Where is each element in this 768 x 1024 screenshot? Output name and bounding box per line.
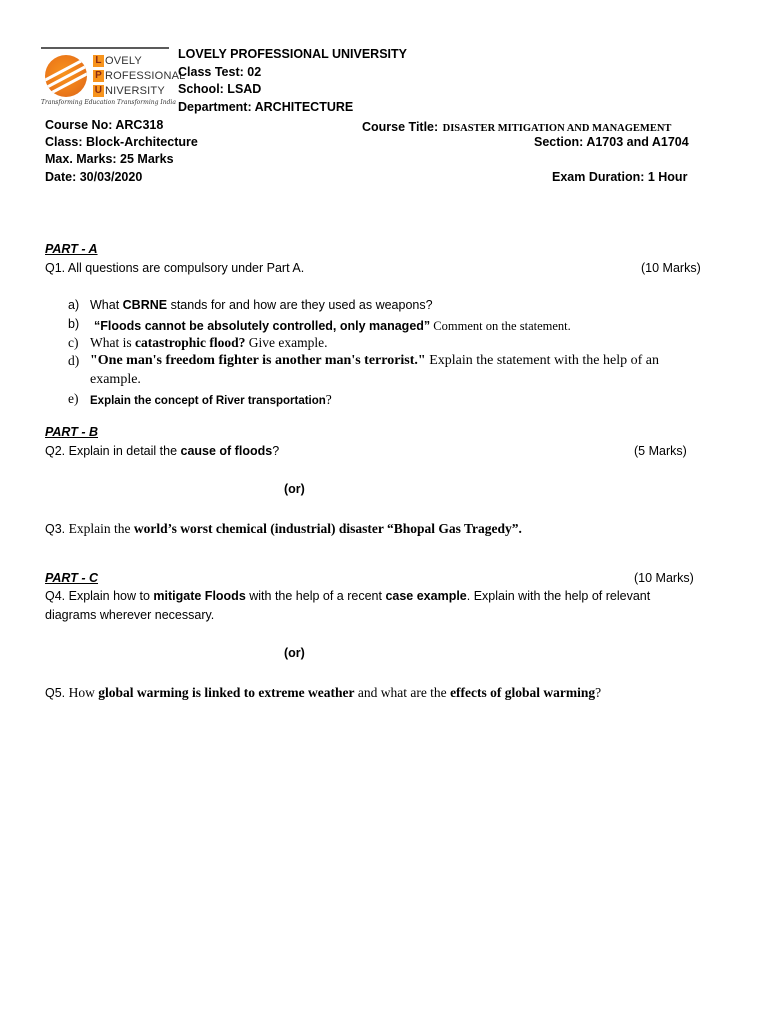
q2-marks: (5 Marks) [634, 444, 687, 458]
logo-wordmark [93, 53, 185, 98]
q3-bold: world’s worst chemical (industrial) disaster “Bhopal Gas Tragedy”. [133, 521, 522, 536]
max-marks: Max. Marks: 25 Marks [45, 152, 174, 166]
q5-pre: Q5. [45, 686, 69, 700]
part-a-heading: PART - A [45, 242, 98, 256]
item-a-pre: What [90, 298, 123, 312]
q5-post: ? [595, 685, 602, 700]
q5-bold-2: effects of global warming [450, 685, 596, 700]
q5-mid-2: and what are the [354, 685, 451, 700]
q2-pre: Q2. Explain in detail the [45, 444, 181, 458]
item-d-line2: example. [90, 372, 141, 387]
university-logo [41, 47, 186, 109]
item-c-post: Give example. [245, 335, 328, 350]
item-c [90, 335, 327, 351]
item-a-post: stands for and how are they used as weapons? [167, 298, 433, 312]
q4-post: . Explain with the help of relevant [466, 589, 651, 603]
item-b [94, 317, 571, 335]
class-test: Class Test: 02 [178, 65, 262, 79]
q2-bold: cause of floods [180, 444, 273, 458]
logo-letter-u: U [94, 84, 103, 96]
item-c-pre: What is [90, 335, 135, 350]
item-a-bold: CBRNE [122, 298, 168, 312]
part-c-marks: (10 Marks) [634, 571, 694, 585]
q4-bold-2: case example [385, 589, 467, 603]
q3-pre: Q3. [45, 522, 69, 536]
school: School: LSAD [178, 82, 262, 96]
item-b-bold: “Floods cannot be absolutely controlled, only managed” [94, 319, 431, 333]
logo-word-niversity: NIVERSITY [105, 84, 165, 97]
department: Department: ARCHITECTURE [178, 100, 354, 114]
q1-marks: (10 Marks) [641, 261, 701, 275]
item-a-marker: a) [68, 298, 80, 312]
item-a [90, 298, 433, 312]
logo-emblem-icon [45, 55, 87, 97]
q4-pre: Q4. Explain how to [45, 589, 154, 603]
q4-bold-1: mitigate Floods [153, 589, 246, 603]
part-c-heading: PART - C [45, 571, 99, 585]
course-title: DISASTER MITIGATION AND MANAGEMENT [442, 123, 672, 134]
q5-mid: How [68, 685, 99, 700]
item-e [90, 391, 332, 409]
logo-letter-l: L [93, 55, 104, 67]
or-separator-c: (or) [284, 646, 305, 660]
q5-bold-1: global warming is linked to extreme weather [98, 685, 355, 700]
logo-top-rule [41, 47, 169, 49]
item-e-marker: e) [68, 391, 79, 406]
q4-line2: diagrams wherever necessary. [45, 608, 215, 622]
section-info: Section: A1703 and A1704 [534, 135, 689, 149]
item-c-marker: c) [68, 335, 79, 350]
logo-tagline: Transforming Education Transforming India [41, 99, 176, 106]
item-c-bold: catastrophic flood? [135, 335, 246, 350]
item-d [90, 353, 659, 369]
q3-text [45, 520, 522, 538]
part-b-heading: PART - B [45, 425, 99, 439]
course-title-line [362, 118, 671, 136]
q4-text [45, 589, 650, 603]
q2-text [45, 444, 279, 458]
logo-word-rofessional: ROFESSIONAL [105, 69, 186, 82]
item-d-marker: d) [68, 353, 80, 368]
course-title-label: Course Title: [362, 120, 439, 134]
item-d-post: Explain the statement with the help of an [425, 353, 659, 368]
course-no: Course No: ARC318 [45, 118, 164, 132]
university-name: LOVELY PROFESSIONAL UNIVERSITY [178, 47, 407, 61]
or-separator-b: (or) [284, 482, 305, 496]
exam-date: Date: 30/03/2020 [45, 170, 143, 184]
item-e-post: ? [325, 392, 332, 407]
q3-mid: Explain the [68, 521, 134, 536]
item-e-bold: Explain the concept of River transportation [90, 395, 326, 407]
logo-letter-p: P [93, 70, 104, 82]
item-d-bold: "One man's freedom fighter is another man's terrorist." [90, 353, 426, 368]
item-b-post: Comment on the statement. [430, 319, 571, 333]
exam-duration: Exam Duration: 1 Hour [552, 170, 688, 184]
q4-mid: with the help of a recent [245, 589, 386, 603]
class-info: Class: Block-Architecture [45, 135, 198, 149]
q5-text [45, 684, 601, 702]
q1-text: Q1. All questions are compulsory under Part A. [45, 261, 305, 275]
q2-post: ? [272, 444, 280, 458]
item-b-marker: b) [68, 317, 80, 331]
logo-word-ovely: OVELY [105, 54, 142, 67]
